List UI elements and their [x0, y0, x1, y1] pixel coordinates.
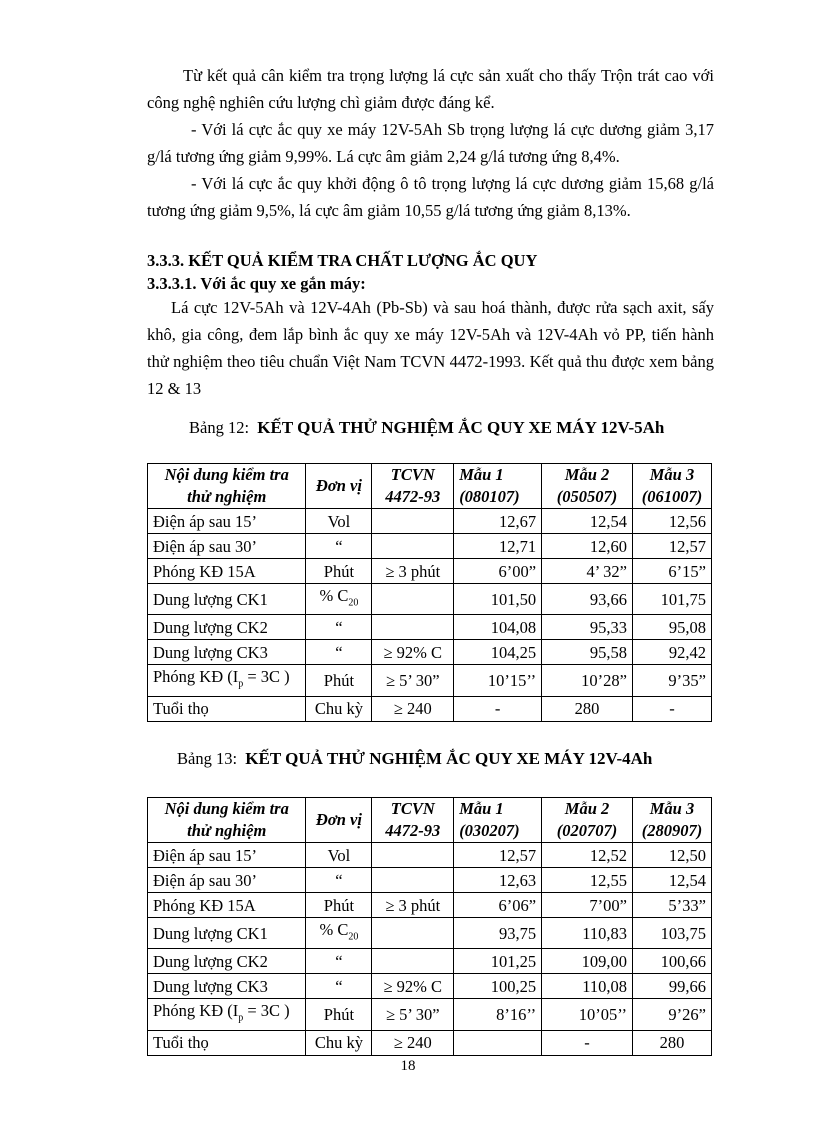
table-row: Tuổi thọ Chu kỳ ≥ 240 - 280	[148, 1030, 712, 1055]
table-row: Dung lượng CK3 “ ≥ 92% C 100,25 110,08 99,66	[148, 974, 712, 999]
table12-caption-prefix: Bảng 12:	[189, 418, 250, 437]
table-header-row	[148, 464, 712, 509]
header-tcvn: TCVN 4472-93	[372, 464, 454, 509]
table13-caption-title: KẾT QUẢ THỬ NGHIỆM ẮC QUY XE MÁY 12V-4Ah	[245, 749, 653, 768]
table-row: Điện áp sau 15’ Vol 12,57 12,52 12,50	[148, 843, 712, 868]
section-heading: 3.3.3. KẾT QUẢ KIỂM TRA CHẤT LƯỢNG ẮC QUY	[147, 251, 538, 270]
table13	[147, 797, 712, 1056]
paragraph-motorbike-plates: - Với lá cực ắc quy xe máy 12V-5Ah Sb trọng lượng lá cực dương giảm 3,17 g/lá tương ứng giảm 9,99%. Lá cực âm giảm 2,24 g/lá tương ứng 8,4%.	[147, 120, 714, 166]
table13-caption-prefix: Bảng 13:	[177, 749, 238, 768]
table-row: Điện áp sau 30’ “ 12,71 12,60 12,57	[148, 534, 712, 559]
table-row: Dung lượng CK1 % $C_{20}$ 101,50 93,66 101,75	[148, 584, 712, 615]
paragraph-test-description: Lá cực 12V-5Ah và 12V-4Ah (Pb-Sb) và sau hoá thành, được rửa sạch axit, sấy khô, gia công, đem lắp bình ắc quy xe máy 12V-5Ah và 12V-4Ah vỏ PP, tiến hành thử nghiệm theo tiêu chuẩn Việt Nam TCVN 4472-1993. Kết quả thu được xem bảng 12 & 13	[147, 298, 714, 398]
header-sample-2: Mẫu 2 (020707)	[542, 798, 633, 843]
table12	[147, 463, 712, 722]
table-row: Tuổi thọ Chu kỳ ≥ 240 - 280 -	[148, 696, 712, 721]
header-unit: Đơn vị	[306, 798, 372, 843]
header-sample-2: Mẫu 2 (050507)	[542, 464, 633, 509]
header-sample-1: Mẫu 1 (080107)	[454, 464, 542, 509]
header-unit: Đơn vị	[306, 464, 372, 509]
table-row: Phóng KĐ ($I_p = 3C$ ) Phút ≥ 5’ 30” 8’16’’ 10’05’’ 9’26”	[148, 999, 712, 1030]
table-row: Dung lượng CK3 “ ≥ 92% C 104,25 95,58 92,42	[148, 640, 712, 665]
subsection-heading: 3.3.3.1. Với ắc quy xe gắn máy:	[147, 274, 366, 293]
header-content: Nội dung kiểm tra thử nghiệm	[148, 464, 306, 509]
table-row: Điện áp sau 15’ Vol 12,67 12,54 12,56	[148, 509, 712, 534]
header-sample-3: Mẫu 3 (280907)	[632, 798, 711, 843]
paragraph-intro: Từ kết quả cân kiểm tra trọng lượng lá cực sản xuất cho thấy Trộn trát cao với công nghệ nghiên cứu lượng chì giảm được đáng kể.	[147, 66, 714, 112]
header-content: Nội dung kiểm tra thử nghiệm	[148, 798, 306, 843]
table12-caption	[189, 418, 664, 438]
table12-caption-title: KẾT QUẢ THỬ NGHIỆM ẮC QUY XE MÁY 12V-5Ah	[257, 418, 665, 437]
header-sample-3: Mẫu 3 (061007)	[632, 464, 711, 509]
table-row: Dung lượng CK1 % $C_{20}$ 93,75 110,83 103,75	[148, 918, 712, 949]
table-row: Dung lượng CK2 “ 104,08 95,33 95,08	[148, 615, 712, 640]
table-row: Phóng KĐ 15A Phút ≥ 3 phút 6’00” 4’ 32” 6’15”	[148, 559, 712, 584]
page-number: 18	[400, 1058, 416, 1074]
header-tcvn: TCVN 4472-93	[372, 798, 454, 843]
table-row: Dung lượng CK2 “ 101,25 109,00 100,66	[148, 949, 712, 974]
table-header-row	[148, 798, 712, 843]
paragraph-car-plates: - Với lá cực ắc quy khởi động ô tô trọng lượng lá cực dương giảm 15,68 g/lá tương ứng giảm 9,5%, lá cực âm giảm 10,55 g/lá tương ứng giảm 8,13%.	[147, 174, 714, 220]
table-row: Phóng KĐ ($I_p = 3C$ ) Phút ≥ 5’ 30” 10’15’’ 10’28” 9’35”	[148, 665, 712, 696]
table-row: Điện áp sau 30’ “ 12,63 12,55 12,54	[148, 868, 712, 893]
table-row: Phóng KĐ 15A Phút ≥ 3 phút 6’06” 7’00” 5’33”	[148, 893, 712, 918]
table13-caption	[177, 749, 652, 769]
header-sample-1: Mẫu 1 (030207)	[454, 798, 542, 843]
